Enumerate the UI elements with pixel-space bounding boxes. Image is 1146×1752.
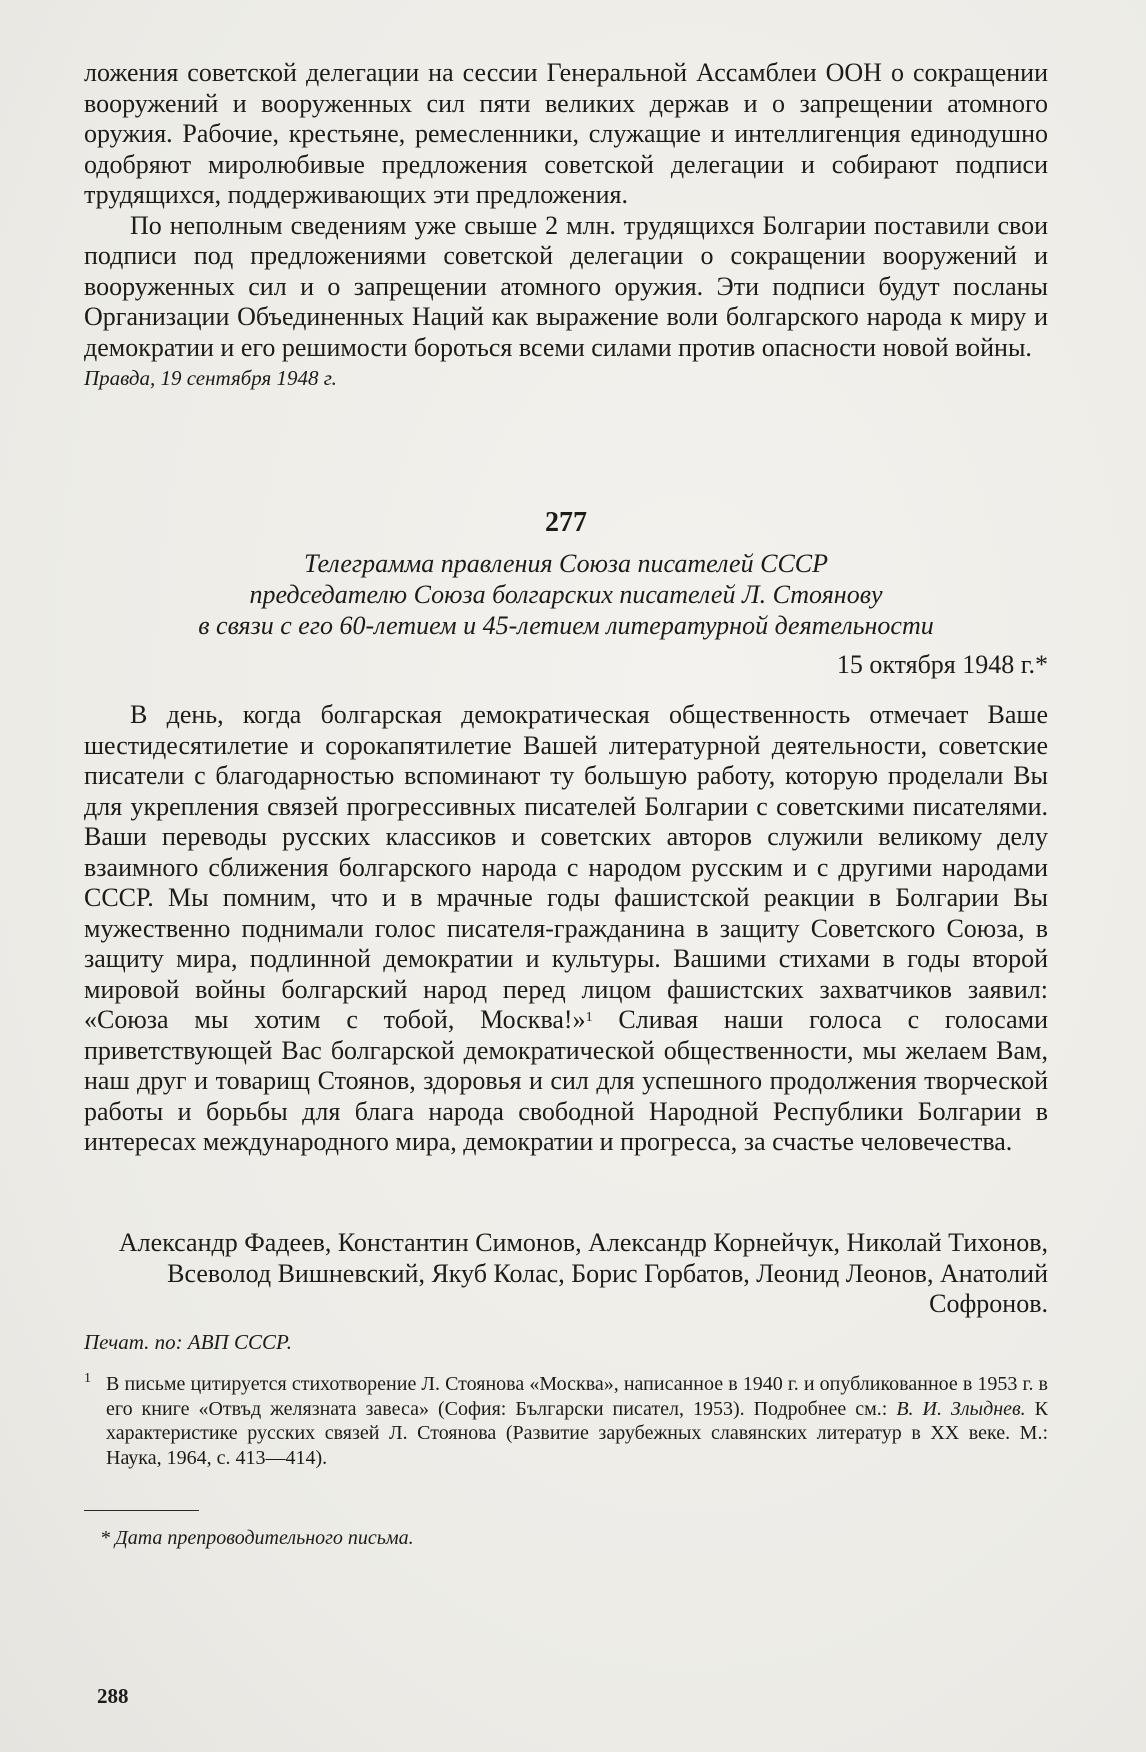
signatories: Александр Фадеев, Константин Симонов, Александр Корнейчук, Николай Тихонов, Всеволод Вишневский, Якуб Колас, Борис Горбатов, Леонид Леонов, Анатолий Софронов. [118, 1228, 1048, 1318]
letter-text-part-1: В день, когда болгарская демократическая общественность отмечает Ваше шестидесятилетие и сорокапятилетие Вашей литературной деятельности, советские писатели с благодарностью вспоминают ту большую работу, которую проделали Вы для укрепления связей прогрессивных писателей Болгарии с советскими писателями. Ваши переводы русских классиков и советских авторов служили великому делу взаимного сближения болгарского народа с народом русским и с другими народами СССР. Мы помним, что и в мрачные годы фашистской реакции в Болгарии Вы мужественно поднимали голос писателя-гражданина в защиту Советского Союза, в защиту мира, подлинной демократии и культуры. Вашими стихами в годы второй мировой войны болгарский народ перед лицом фашистских захватчиков заявил: «Союза мы хотим с тобой, Москва!» [84, 700, 1048, 1034]
letter-paragraph [84, 700, 1048, 1158]
title-line-3: в связи с его 60-летием и 45-летием литературной деятельности [198, 611, 934, 640]
footnote-divider [84, 1510, 199, 1511]
document-title [84, 548, 1048, 641]
title-line-1: Телеграмма правления Союза писателей СССР [303, 549, 829, 578]
letter-text-part-2: Сливая наши голоса с голосами приветствующей Вас болгарской демократической общественности, мы желаем Вам, наш друг и товарищ Стоянов, здоровья и сил для успешного продолжения творческой работы и борьбы для блага народа свободной Народной Республики Болгарии в интересах международного мира, демократии и прогресса, за счастье человечества. [84, 1005, 1048, 1156]
document-date: 15 октября 1948 г.* [836, 650, 1048, 679]
footnote-1 [84, 1372, 1048, 1470]
page-number: 288 [97, 1684, 129, 1708]
intro-section [84, 58, 1048, 391]
title-line-2: председателю Союза болгарских писателей Л. Стоянову [249, 580, 883, 609]
footnote-1-mark: 1 [84, 1371, 91, 1386]
footnote-ref: 1 [585, 1010, 593, 1025]
document-number: 277 [545, 507, 587, 538]
footnote-1-author: В. И. Злыднев. [896, 1397, 1026, 1420]
letter-body [84, 700, 1048, 1158]
printed-from: Печат. по: АВП СССР. [84, 1330, 292, 1354]
footnote-1-text-a: В письме цитируется стихотворение Л. Стоянова «Москва», написанное в 1940 г. и опубликованное в 1953 г. в его книге «Отвъд желязната завеса» (София: Български писател, 1953). Подробнее см.: [106, 1373, 1048, 1420]
footnote-1-text-b: К характеристике русских связей Л. Стоянова (Развитие зарубежных славянских литератур в XX веке. М.: Наука, 1964, с. 413—414). [106, 1397, 1049, 1469]
intro-paragraph-1: ложения советской делегации на сессии Генеральной Ассамблеи ООН о сокращении вооружений и вооруженных сил пяти великих держав и о запрещении атомного оружия. Рабочие, крестьяне, ремесленники, служащие и интеллигенция единодушно одобряют миролюбивые предложения советской делегации и собирают подписи трудящихся, поддерживающих эти предложения. [84, 58, 1048, 209]
intro-paragraph-2: По неполным сведениям уже свыше 2 млн. трудящихся Болгарии поставили свои подписи под предложениями советской делегации о сокращении вооружений и вооруженных сил и о запрещении атомного оружия. Эти подписи будут посланы Организации Объединенных Наций как выражение воли болгарского народа к миру и демократии и его решимости бороться всеми силами против опасности новой войны. [84, 210, 1048, 362]
intro-source: Правда, 19 сентября 1948 г. [84, 366, 337, 390]
footnote-2: * Дата препроводительного письма. [100, 1527, 414, 1549]
